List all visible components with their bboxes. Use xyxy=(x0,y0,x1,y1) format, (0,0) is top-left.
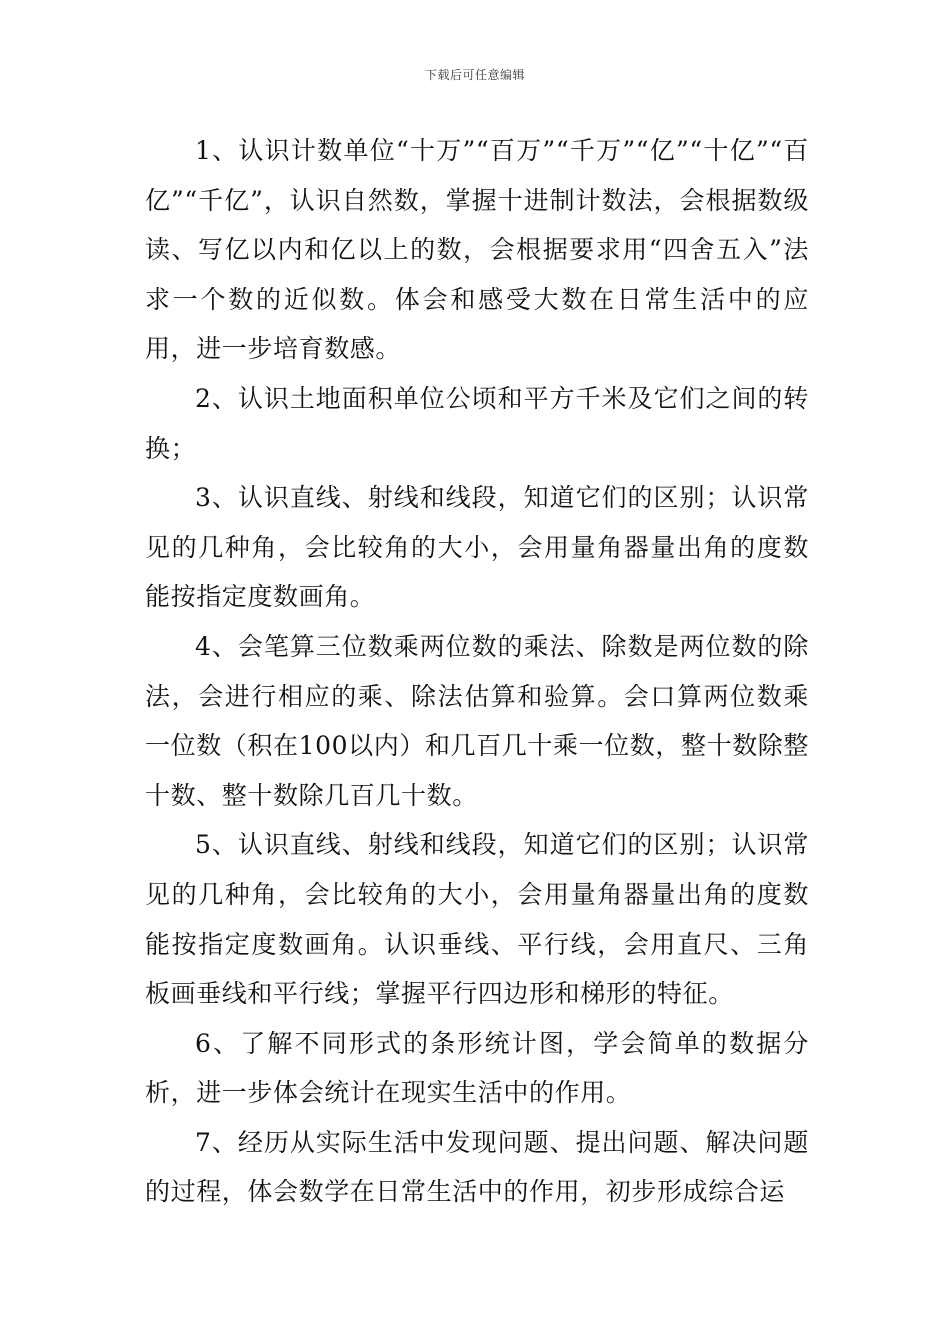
paragraph-3: 3、认识直线、射线和线段，知道它们的区别；认识常见的几种角，会比较角的大小，会用量角器量出角的度数能按指定度数画角。 xyxy=(145,483,809,612)
paragraph-5: 5、认识直线、射线和线段，知道它们的区别；认识常见的几种角，会比较角的大小，会用量角器量出角的度数能按指定度数画角。认识垂线、平行线，会用直尺、三角板画垂线和平行线；掌握平行四边形和梯形的特征。 xyxy=(145,830,809,1009)
paragraph-6: 6、了解不同形式的条形统计图，学会简单的数据分析，进一步体会统计在现实生活中的作用。 xyxy=(145,1028,809,1108)
document-body xyxy=(145,126,809,1217)
paragraph-1: 1、认识计数单位“十万”“百万”“千万”“亿”“十亿”“百亿”“千亿”，认识自然数，掌握十进制计数法，会根据数级读、写亿以内和亿以上的数，会根据要求用“四舍五入”法求一个数的近似数。体会和感受大数在日常生活中的应用，进一步培育数感。 xyxy=(145,136,809,364)
paragraph-7: 7、经历从实际生活中发现问题、提出问题、解决问题的过程，体会数学在日常生活中的作用，初步形成综合运 xyxy=(145,1127,809,1207)
paragraph-4: 4、会笔算三位数乘两位数的乘法、除数是两位数的除法，会进行相应的乘、除法估算和验算。会口算两位数乘一位数（积在100以内）和几百几十乘一位数，整十数除整十数、整十数除几百几十数。 xyxy=(145,631,809,810)
page-header: 下载后可任意编辑 xyxy=(424,68,525,82)
paragraph-2: 2、认识土地面积单位公顷和平方千米及它们之间的转换； xyxy=(145,383,809,463)
